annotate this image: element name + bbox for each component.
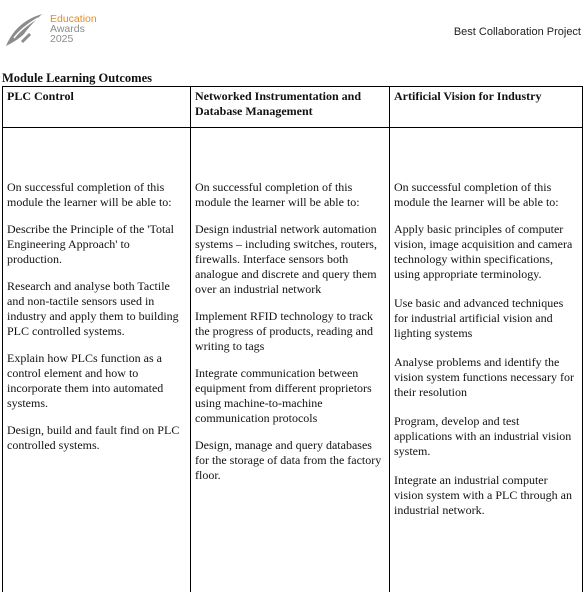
list-item: Program, develop and test applications with an industrial vision system. [394,414,578,459]
table-header-row [3,87,583,128]
list-item: Explain how PLCs function as a control element and how to incorporate them into automated systems. [7,351,186,411]
column-heading-networked: Networked Instrumentation and Database Management [191,87,390,128]
project-label: Best Collaboration Project [454,26,581,38]
list-item: Analyse problems and identify the vision system functions necessary for their resolution [394,355,578,400]
page-header [0,0,585,60]
table-row [3,128,583,592]
list-item: Design, build and fault find on PLC controlled systems. [7,423,186,453]
vision-outcomes-cell [390,128,583,592]
logo-text [50,14,97,44]
networked-outcomes-cell [191,128,390,592]
list-item: Describe the Principle of the 'Total Engineering Approach' to production. [7,222,186,267]
cell-intro: On successful completion of this module the learner will be able to: [394,180,578,210]
section-title: Module Learning Outcomes [2,71,152,86]
education-awards-logo [4,12,104,52]
feather-icon [4,12,44,48]
list-item: Research and analyse both Tactile and non-tactile sensors used in industry and apply them to building PLC controlled systems. [7,279,186,339]
list-item: Integrate an industrial computer vision system with a PLC through an industrial network. [394,473,578,518]
logo-line-1: Education [50,14,97,24]
plc-outcomes-cell [3,128,191,592]
list-item: Use basic and advanced techniques for industrial artificial vision and lighting systems [394,296,578,341]
logo-line-3: 2025 [50,34,97,44]
list-item: Integrate communication between equipment from different proprietors using machine-to-machine communication protocols [195,366,385,426]
column-heading-vision: Artificial Vision for Industry [390,87,583,128]
list-item: Design, manage and query databases for the storage of data from the factory floor. [195,438,385,483]
logo-line-2: Awards [50,24,97,34]
list-item: Apply basic principles of computer vision, image acquisition and camera technology within specifications, using appropriate terminology. [394,222,578,282]
cell-intro: On successful completion of this module the learner will be able to: [7,180,186,210]
list-item: Design industrial network automation systems – including switches, routers, firewalls. Interface sensors both analogue and discrete and query them over an industrial network [195,222,385,297]
list-item: Implement RFID technology to track the progress of products, reading and writing to tags [195,309,385,354]
cell-intro: On successful completion of this module the learner will be able to: [195,180,385,210]
column-heading-plc: PLC Control [3,87,191,128]
learning-outcomes-table [2,86,583,592]
